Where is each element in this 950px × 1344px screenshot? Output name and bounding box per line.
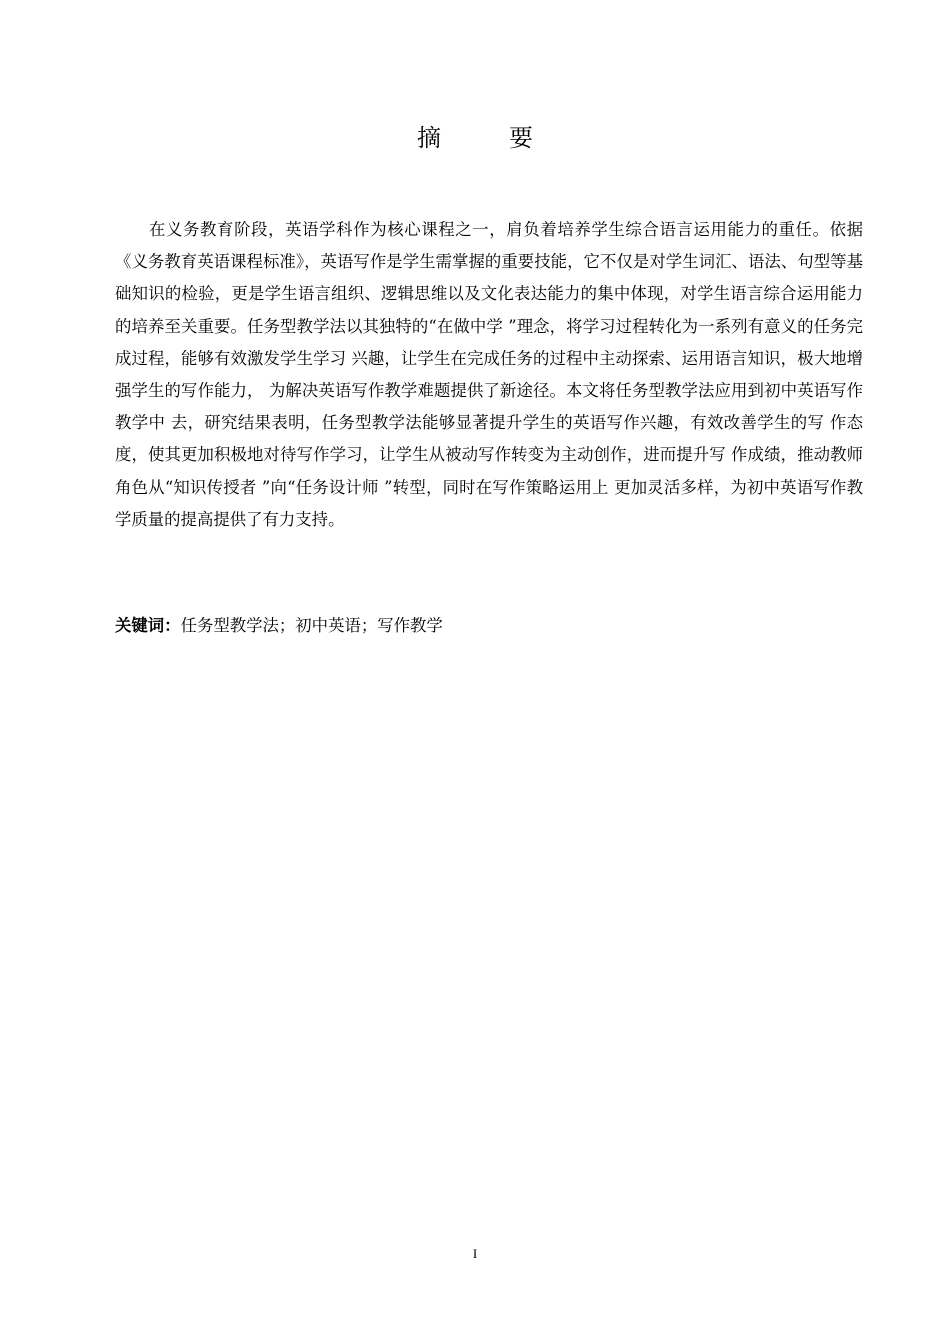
abstract-title: 摘 要 <box>417 124 555 152</box>
keywords-text: 任务型教学法；初中英语；写作教学 <box>180 616 443 635</box>
page-number: I <box>472 1246 478 1261</box>
keywords-label: 关键词： <box>115 616 181 635</box>
keywords-line <box>115 610 863 642</box>
abstract-body: 在义务教育阶段，英语学科作为核心课程之一，肩负着培养学生综合语言运用能力的重任。依据《义务教育英语课程标准》，英语写作是学生需掌握的重要技能，它不仅是对学生词汇、语法、句型等基础知识的检验，更是学生语言组织、逻辑思维以及文化表达能力的集中体现，对学生语言综合运用能力的培养至关重要。任务型教学法以其独特的“在做中学 ”理念，将学习过程转化为一系列有意义的任务完成过程，能够有效激发学生学习 兴趣，让学生在完成任务的过程中主动探索、运用语言知识，极大地增强学生的写作能力， 为解决英语写作教学难题提供了新途径。本文将任务型教学法应用到初中英语写作教学中 去，研究结果表明，任务型教学法能够显著提升学生的英语写作兴趣，有效改善学生的写 作态度，使其更加积极地对待写作学习，让学生从被动写作转变为主动创作，进而提升写 作成绩，推动教师角色从“知识传授者 ”向“任务设计师 ”转型，同时在写作策略运用上 更加灵活多样，为初中英语写作教学质量的提高提供了有力支持。 <box>115 220 863 529</box>
